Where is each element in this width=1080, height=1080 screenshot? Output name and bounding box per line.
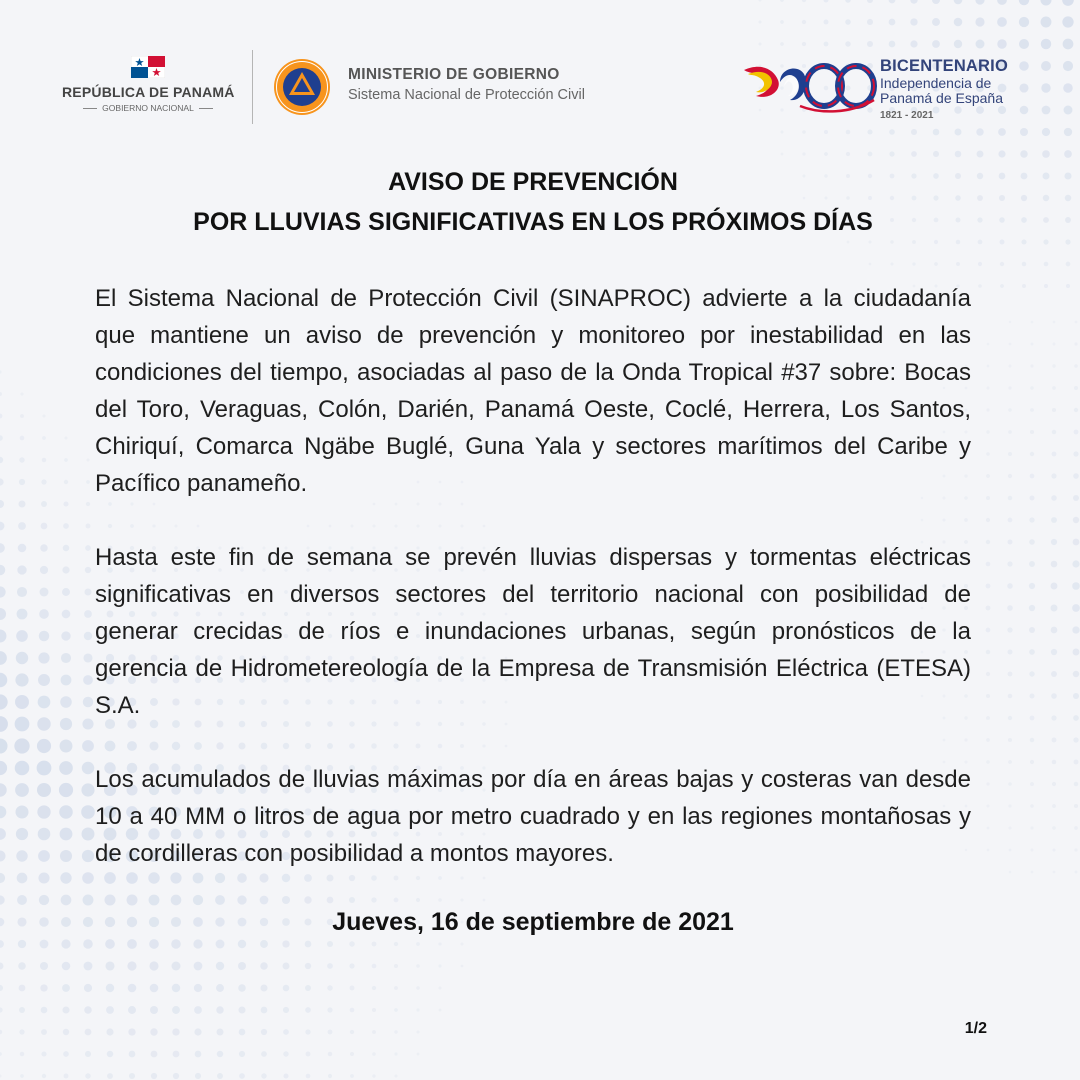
bicentenario-title: BICENTENARIO	[880, 57, 1008, 75]
ministerio-subtitle: Sistema Nacional de Protección Civil	[348, 87, 585, 103]
bicentenario-line2: Panamá de España	[880, 89, 1003, 106]
bicentenario-line1: Independencia de	[880, 74, 992, 91]
panama-flag-icon	[131, 56, 165, 78]
notice-paragraph-1: El Sistema Nacional de Protección Civil (SINAPROC) advierte a la ciudadanía que mantiene un aviso de prevención y monitoreo por inestabilidad en las condiciones del tiempo, asociadas al paso de la Onda Tropical #37 sobre: Bocas del Toro, Veraguas, Colón, Darién, Panamá Oeste, Coclé, Herrera, Los Santos, Chiriquí, Comarca Ngäbe Buglé, Guna Yala y sectores marítimos del Caribe y Pacífico panameño.	[95, 285, 971, 497]
divider-line	[83, 108, 97, 109]
gobierno-nacional-text: GOBIERNO NACIONAL	[102, 103, 194, 113]
bicentenario-block	[880, 58, 1008, 121]
notice-title-line2: POR LLUVIAS SIGNIFICATIVAS EN LOS PRÓXIMOS DÍAS	[193, 208, 873, 236]
notice-content	[95, 162, 971, 937]
notice-title-line1: AVISO DE PREVENCIÓN	[388, 168, 678, 196]
header	[0, 0, 1080, 150]
notice-paragraph-3: Los acumulados de lluvias máximas por día en áreas bajas y costeras van desde 10 a 40 MM o litros de agua por metro cuadrado y en las regiones montañosas y de cordilleras con posibilidad a montos mayores.	[95, 766, 971, 867]
republica-title: REPÚBLICA DE PANAMÁ	[62, 84, 235, 100]
divider-line	[199, 108, 213, 109]
notice-date: Jueves, 16 de septiembre de 2021	[332, 908, 734, 936]
bicentenario-years: 1821 - 2021	[880, 109, 934, 121]
notice-paragraph-2: Hasta este fin de semana se prevén lluvias dispersas y tormentas eléctricas significativas en diversos sectores del territorio nacional con posibilidad de generar crecidas de ríos e inundaciones urbanas, según pronósticos de la gerencia de Hidrometereología de la Empresa de Transmisión Eléctrica (ETESA) S.A.	[95, 544, 971, 719]
ministerio-title: MINISTERIO DE GOBIERNO	[348, 66, 560, 83]
header-divider	[252, 50, 253, 124]
page-indicator: 1/2	[964, 1020, 987, 1037]
gobierno-nacional-subtitle	[62, 103, 234, 113]
proteccion-civil-seal-icon	[273, 58, 331, 116]
bicentenario-200-logo-icon	[740, 56, 878, 118]
ministerio-gobierno-block	[348, 66, 585, 103]
republica-panama-logo	[62, 56, 234, 113]
